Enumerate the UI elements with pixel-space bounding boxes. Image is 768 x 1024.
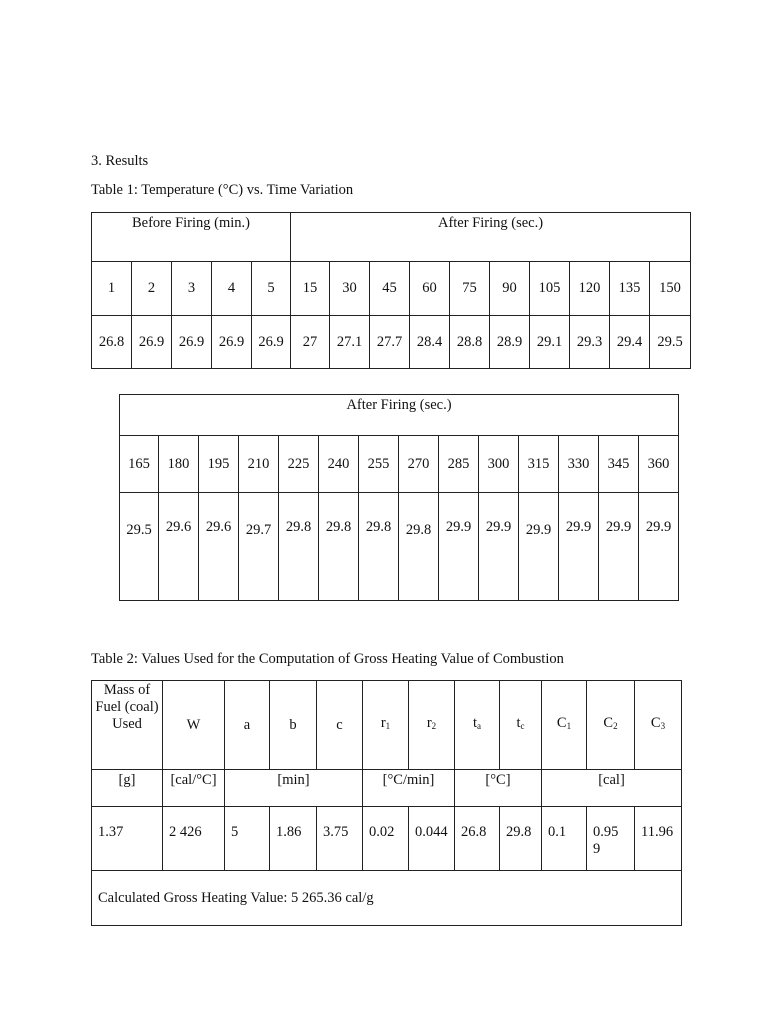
time-cell: 210 (239, 436, 279, 493)
tc-header: $t_c$ (500, 681, 542, 770)
c3-header: $C_3$ (635, 681, 682, 770)
time-cell: 90 (490, 262, 530, 316)
time-cell: 135 (610, 262, 650, 316)
c1-value: 0.1 (542, 807, 587, 871)
r1-value: 0.02 (363, 807, 409, 871)
a-header: a (225, 681, 270, 770)
time-cell: 2 (132, 262, 172, 316)
temp-cell: 29.9 (599, 493, 639, 601)
temp-cell: 29.8 (359, 493, 399, 601)
time-cell: 1 (92, 262, 132, 316)
table1-header-row (92, 213, 691, 262)
temp-cell: 29.3 (570, 316, 610, 369)
time-cell: 240 (319, 436, 359, 493)
time-cell: 285 (439, 436, 479, 493)
r2-header: $r_2$ (409, 681, 455, 770)
r2-value: 0.044 (409, 807, 455, 871)
b-header: b (270, 681, 317, 770)
time-cell: 195 (199, 436, 239, 493)
c3-value: 11.96 (635, 807, 682, 871)
unit-c-per-min: [°C/min] (363, 770, 455, 807)
c2-header: $C_2$ (587, 681, 635, 770)
w-header: W (163, 681, 225, 770)
after-firing-header-2: After Firing (sec.) (120, 395, 679, 436)
time-cell: 255 (359, 436, 399, 493)
c1-header: $C_1$ (542, 681, 587, 770)
c2-value: 0.959 (587, 807, 635, 871)
temp-cell: 26.9 (252, 316, 291, 369)
time-cell: 4 (212, 262, 252, 316)
before-firing-header: Before Firing (min.) (92, 213, 291, 262)
table2-header-row (92, 681, 682, 770)
table1b-header-row (120, 395, 679, 436)
table2-values-row (92, 807, 682, 871)
temp-cell: 27.1 (330, 316, 370, 369)
temp-cell: 29.7 (239, 493, 279, 601)
time-cell: 45 (370, 262, 410, 316)
temp-cell: 29.4 (610, 316, 650, 369)
temp-cell: 29.8 (279, 493, 319, 601)
table1-temp-row (92, 316, 691, 369)
ta-header: $t_a$ (455, 681, 500, 770)
temp-cell: 29.9 (639, 493, 679, 601)
table1b-time-row (120, 436, 679, 493)
table2-units-row (92, 770, 682, 807)
mass-value: 1.37 (92, 807, 163, 871)
temp-cell: 29.9 (519, 493, 559, 601)
temp-cell: 29.8 (399, 493, 439, 601)
r1-header: $r_1$ (363, 681, 409, 770)
time-cell: 345 (599, 436, 639, 493)
time-cell: 180 (159, 436, 199, 493)
temp-cell: 26.9 (132, 316, 172, 369)
time-cell: 330 (559, 436, 599, 493)
mass-header: Mass of Fuel (coal) Used (92, 681, 163, 770)
time-cell: 30 (330, 262, 370, 316)
time-cell: 15 (291, 262, 330, 316)
table1b-temp-row (120, 493, 679, 601)
c-value: 3.75 (317, 807, 363, 871)
temp-cell: 26.9 (172, 316, 212, 369)
time-cell: 315 (519, 436, 559, 493)
unit-min: [min] (225, 770, 363, 807)
time-cell: 60 (410, 262, 450, 316)
unit-g: [g] (92, 770, 163, 807)
tc-value: 29.8 (500, 807, 542, 871)
section-title: 3. Results (91, 153, 149, 169)
time-cell: 300 (479, 436, 519, 493)
temp-cell: 29.6 (159, 493, 199, 601)
temp-cell: 29.1 (530, 316, 570, 369)
w-value: 2 426 (163, 807, 225, 871)
table2-caption: Table 2: Values Used for the Computation of Gross Heating Value of Combustion (91, 651, 564, 667)
time-cell: 150 (650, 262, 691, 316)
after-firing-header: After Firing (sec.) (291, 213, 691, 262)
time-cell: 3 (172, 262, 212, 316)
a-value: 5 (225, 807, 270, 871)
time-cell: 105 (530, 262, 570, 316)
table2-result-row (92, 871, 682, 926)
table1-caption: Table 1: Temperature (°C) vs. Time Variation (91, 182, 354, 198)
temp-cell: 27 (291, 316, 330, 369)
temp-cell: 29.9 (559, 493, 599, 601)
ta-value: 26.8 (455, 807, 500, 871)
time-cell: 120 (570, 262, 610, 316)
unit-c: [°C] (455, 770, 542, 807)
time-cell: 75 (450, 262, 490, 316)
temp-cell: 29.5 (120, 493, 159, 601)
temp-cell: 29.5 (650, 316, 691, 369)
temp-cell: 29.6 (199, 493, 239, 601)
table1-time-row (92, 262, 691, 316)
unit-cal: [cal] (542, 770, 682, 807)
temperature-table-part1 (91, 212, 691, 369)
temp-cell: 29.9 (479, 493, 519, 601)
temp-cell: 26.9 (212, 316, 252, 369)
temp-cell: 26.8 (92, 316, 132, 369)
gross-heating-value-result: Calculated Gross Heating Value: 5 265.36 cal/g (92, 871, 682, 926)
c-header: c (317, 681, 363, 770)
b-value: 1.86 (270, 807, 317, 871)
temp-cell: 28.8 (450, 316, 490, 369)
unit-cal-per-c: [cal/°C] (163, 770, 225, 807)
temperature-table-part2 (119, 394, 679, 601)
temp-cell: 28.4 (410, 316, 450, 369)
heating-value-table (91, 680, 682, 926)
time-cell: 165 (120, 436, 159, 493)
temp-cell: 29.8 (319, 493, 359, 601)
time-cell: 360 (639, 436, 679, 493)
temp-cell: 28.9 (490, 316, 530, 369)
time-cell: 225 (279, 436, 319, 493)
temp-cell: 29.9 (439, 493, 479, 601)
temp-cell: 27.7 (370, 316, 410, 369)
time-cell: 5 (252, 262, 291, 316)
time-cell: 270 (399, 436, 439, 493)
